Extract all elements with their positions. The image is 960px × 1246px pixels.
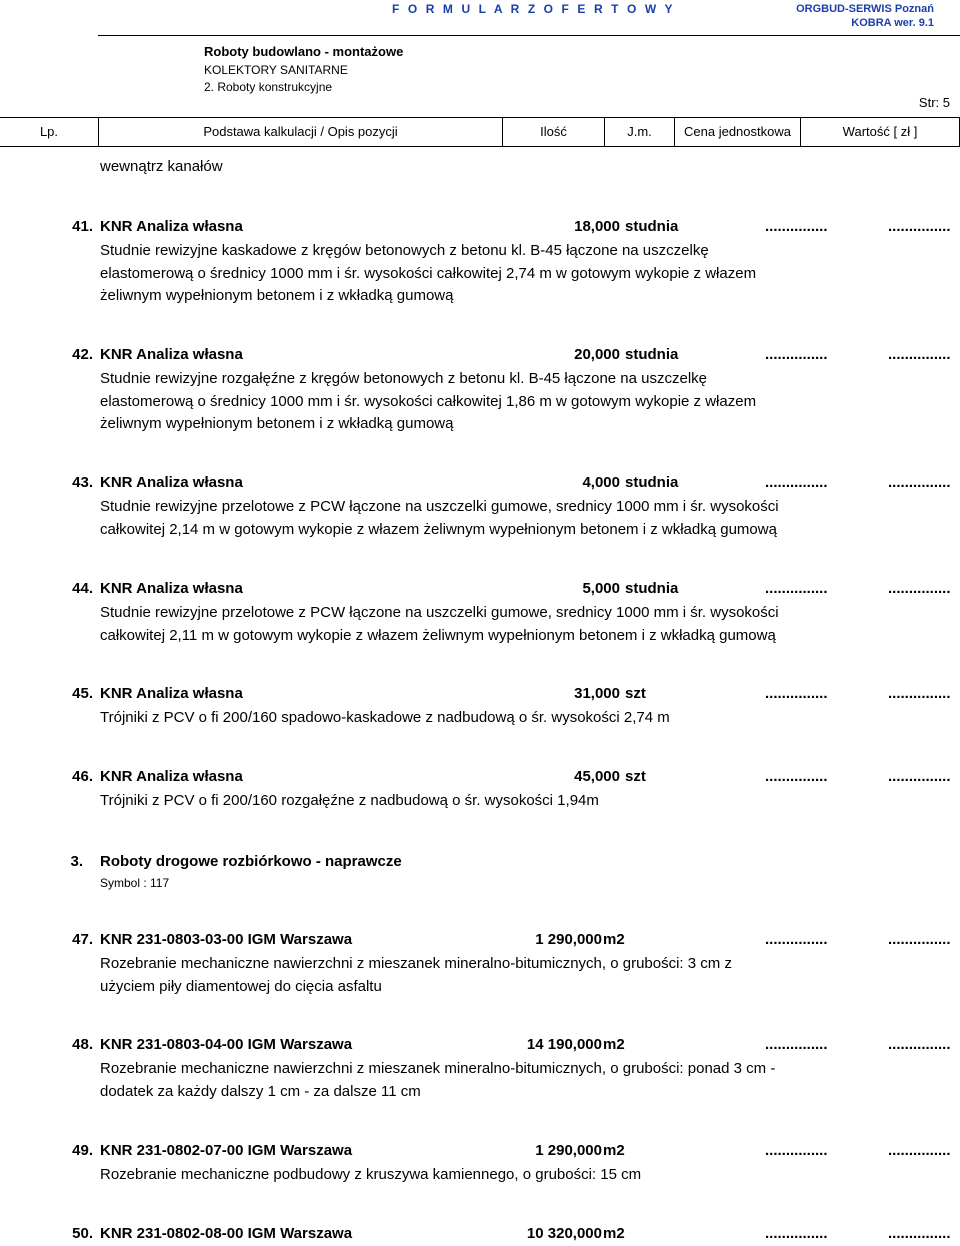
item-quantity: 1 290,000 xyxy=(535,931,602,948)
unit-price-placeholder: ............... xyxy=(765,768,828,785)
item-quantity: 45,000 xyxy=(574,768,620,785)
item-basis: KNR 231-0803-03-00 IGM Warszawa xyxy=(100,931,353,948)
item-unit: m2 xyxy=(603,1225,625,1242)
item-number: 43. xyxy=(72,474,93,491)
col-unit-price: Cena jednostkowa xyxy=(675,118,801,146)
item-number: 50. xyxy=(72,1225,93,1242)
item-basis: KNR 231-0802-07-00 IGM Warszawa xyxy=(100,1142,353,1159)
value-placeholder: ............... xyxy=(888,685,951,702)
unit-price-placeholder: ............... xyxy=(765,580,828,597)
unit-price-placeholder: ............... xyxy=(765,931,828,948)
section-symbol: Symbol : 117 xyxy=(100,876,170,890)
item-unit: szt xyxy=(625,685,646,702)
col-value: Wartość [ zł ] xyxy=(801,118,960,146)
col-basis: Podstawa kalkulacji / Opis pozycji xyxy=(99,118,503,146)
item-unit: m2 xyxy=(603,1036,625,1053)
item-description: Trójniki z PCV o fi 200/160 rozgałęźne z nadbudową o śr. wysokości 1,94m xyxy=(100,792,599,809)
column-header-row xyxy=(0,117,960,147)
section-number: 3. xyxy=(70,853,83,870)
unit-price-placeholder: ............... xyxy=(765,218,828,235)
item-number: 42. xyxy=(72,346,93,363)
item-unit: studnia xyxy=(625,474,679,491)
item-basis: KNR Analiza własna xyxy=(100,685,243,702)
header-rule xyxy=(98,35,960,36)
unit-price-placeholder: ............... xyxy=(765,1036,828,1053)
item-number: 41. xyxy=(72,218,93,235)
item-basis: KNR 231-0802-08-00 IGM Warszawa xyxy=(100,1225,353,1242)
item-description: Studnie rewizyjne przelotowe z PCW łączone na uszczelki gumowe, srednicy 1000 mm i śr. wysokości całkowitej 2,11 m w gotowym wykopie z włazem żeliwnym wypełnionym betonem i z wkładką gumową xyxy=(100,604,779,644)
item-row xyxy=(0,1142,960,1162)
item-basis: KNR Analiza własna xyxy=(100,474,243,491)
item-row xyxy=(0,474,960,494)
item-number: 47. xyxy=(72,931,93,948)
item-row xyxy=(0,580,960,600)
col-lp: Lp. xyxy=(0,118,99,146)
project-title: Roboty budowlano - montażowe xyxy=(204,44,404,59)
item-number: 44. xyxy=(72,580,93,597)
item-row xyxy=(0,931,960,951)
item-unit: m2 xyxy=(603,931,625,948)
value-placeholder: ............... xyxy=(888,768,951,785)
unit-price-placeholder: ............... xyxy=(765,1225,828,1242)
value-placeholder: ............... xyxy=(888,931,951,948)
item-unit: szt xyxy=(625,768,646,785)
item-basis: KNR Analiza własna xyxy=(100,768,243,785)
item-quantity: 4,000 xyxy=(582,474,620,491)
item-description: Rozebranie mechaniczne podbudowy z kruszywa kamiennego, o grubości: 15 cm xyxy=(100,1166,642,1183)
section-title: Roboty drogowe rozbiórkowo - naprawcze xyxy=(100,853,402,870)
item-row xyxy=(0,346,960,366)
item-row xyxy=(0,685,960,705)
item-description: Rozebranie mechaniczne nawierzchni z mieszanek mineralno-bitumicznych, o grubości: ponad 3 cm - dodatek za każdy dalszy 1 cm - za dalsze 11 cm xyxy=(100,1060,776,1100)
item-quantity: 10 320,000 xyxy=(526,1225,602,1242)
value-placeholder: ............... xyxy=(888,1036,951,1053)
item-quantity: 31,000 xyxy=(574,685,620,702)
company-name: ORGBUD-SERWIS Poznań xyxy=(796,3,934,15)
value-placeholder: ............... xyxy=(888,580,951,597)
project-subtitle: KOLEKTORY SANITARNE xyxy=(204,63,348,77)
form-title: F O R M U L A R Z O F E R T O W Y xyxy=(392,2,676,16)
continued-description: wewnątrz kanałów xyxy=(100,158,223,175)
item-quantity: 14 190,000 xyxy=(526,1036,602,1053)
value-placeholder: ............... xyxy=(888,1225,951,1242)
item-description: Studnie rewizyjne przelotowe z PCW łączone na uszczelki gumowe, srednicy 1000 mm i śr. wysokości całkowitej 2,14 m w gotowym wykopie z włazem żeliwnym wypełnionym betonem i z wkładką gumową xyxy=(100,498,779,538)
item-description: Studnie rewizyjne kaskadowe z kręgów betonowych z betonu kl. B-45 łączone na uszczelkę elastomerową o średnicy 1000 mm i śr. wysokości całkowitej 2,74 m w gotowym wykopie z włazem żeliwnym wypełnionym betonem i z wkładką gumową xyxy=(100,242,757,304)
item-number: 48. xyxy=(72,1036,93,1053)
page-number: Str: 5 xyxy=(918,95,950,110)
item-unit: studnia xyxy=(625,580,679,597)
value-placeholder: ............... xyxy=(888,218,951,235)
item-basis: KNR Analiza własna xyxy=(100,346,243,363)
item-unit: studnia xyxy=(625,218,679,235)
item-number: 46. xyxy=(72,768,93,785)
unit-price-placeholder: ............... xyxy=(765,685,828,702)
unit-price-placeholder: ............... xyxy=(765,474,828,491)
item-description: Studnie rewizyjne rozgałęźne z kręgów betonowych z betonu kl. B-45 łączone na uszczelkę elastomerową o średnicy 1000 mm i śr. wysokości całkowitej 1,86 m w gotowym wykopie z włazem żeliwnym wypełnionym betonem i z wkładką gumową xyxy=(100,370,757,432)
item-description: Rozebranie mechaniczne nawierzchni z mieszanek mineralno-bitumicznych, o grubości: 3 cm z użyciem piły diamentowej do cięcia asfaltu xyxy=(100,955,732,995)
col-unit: J.m. xyxy=(605,118,675,146)
item-basis: KNR 231-0803-04-00 IGM Warszawa xyxy=(100,1036,353,1053)
item-quantity: 5,000 xyxy=(582,580,620,597)
value-placeholder: ............... xyxy=(888,1142,951,1159)
item-description: Trójniki z PCV o fi 200/160 spadowo-kaskadowe z nadbudową o śr. wysokości 2,74 m xyxy=(100,709,670,726)
item-quantity: 18,000 xyxy=(574,218,620,235)
item-quantity: 20,000 xyxy=(574,346,620,363)
company-block xyxy=(796,2,934,30)
item-number: 45. xyxy=(72,685,93,702)
item-basis: KNR Analiza własna xyxy=(100,218,243,235)
item-row xyxy=(0,218,960,238)
item-row xyxy=(0,768,960,788)
item-unit: m2 xyxy=(603,1142,625,1159)
item-unit: studnia xyxy=(625,346,679,363)
item-basis: KNR Analiza własna xyxy=(100,580,243,597)
item-row xyxy=(0,1036,960,1056)
unit-price-placeholder: ............... xyxy=(765,1142,828,1159)
software-version: KOBRA wer. 9.1 xyxy=(851,17,934,29)
value-placeholder: ............... xyxy=(888,474,951,491)
unit-price-placeholder: ............... xyxy=(765,346,828,363)
item-quantity: 1 290,000 xyxy=(535,1142,602,1159)
project-section: 2. Roboty konstrukcyjne xyxy=(204,80,333,94)
col-qty: Ilość xyxy=(503,118,605,146)
item-number: 49. xyxy=(72,1142,93,1159)
item-row xyxy=(0,1225,960,1245)
value-placeholder: ............... xyxy=(888,346,951,363)
